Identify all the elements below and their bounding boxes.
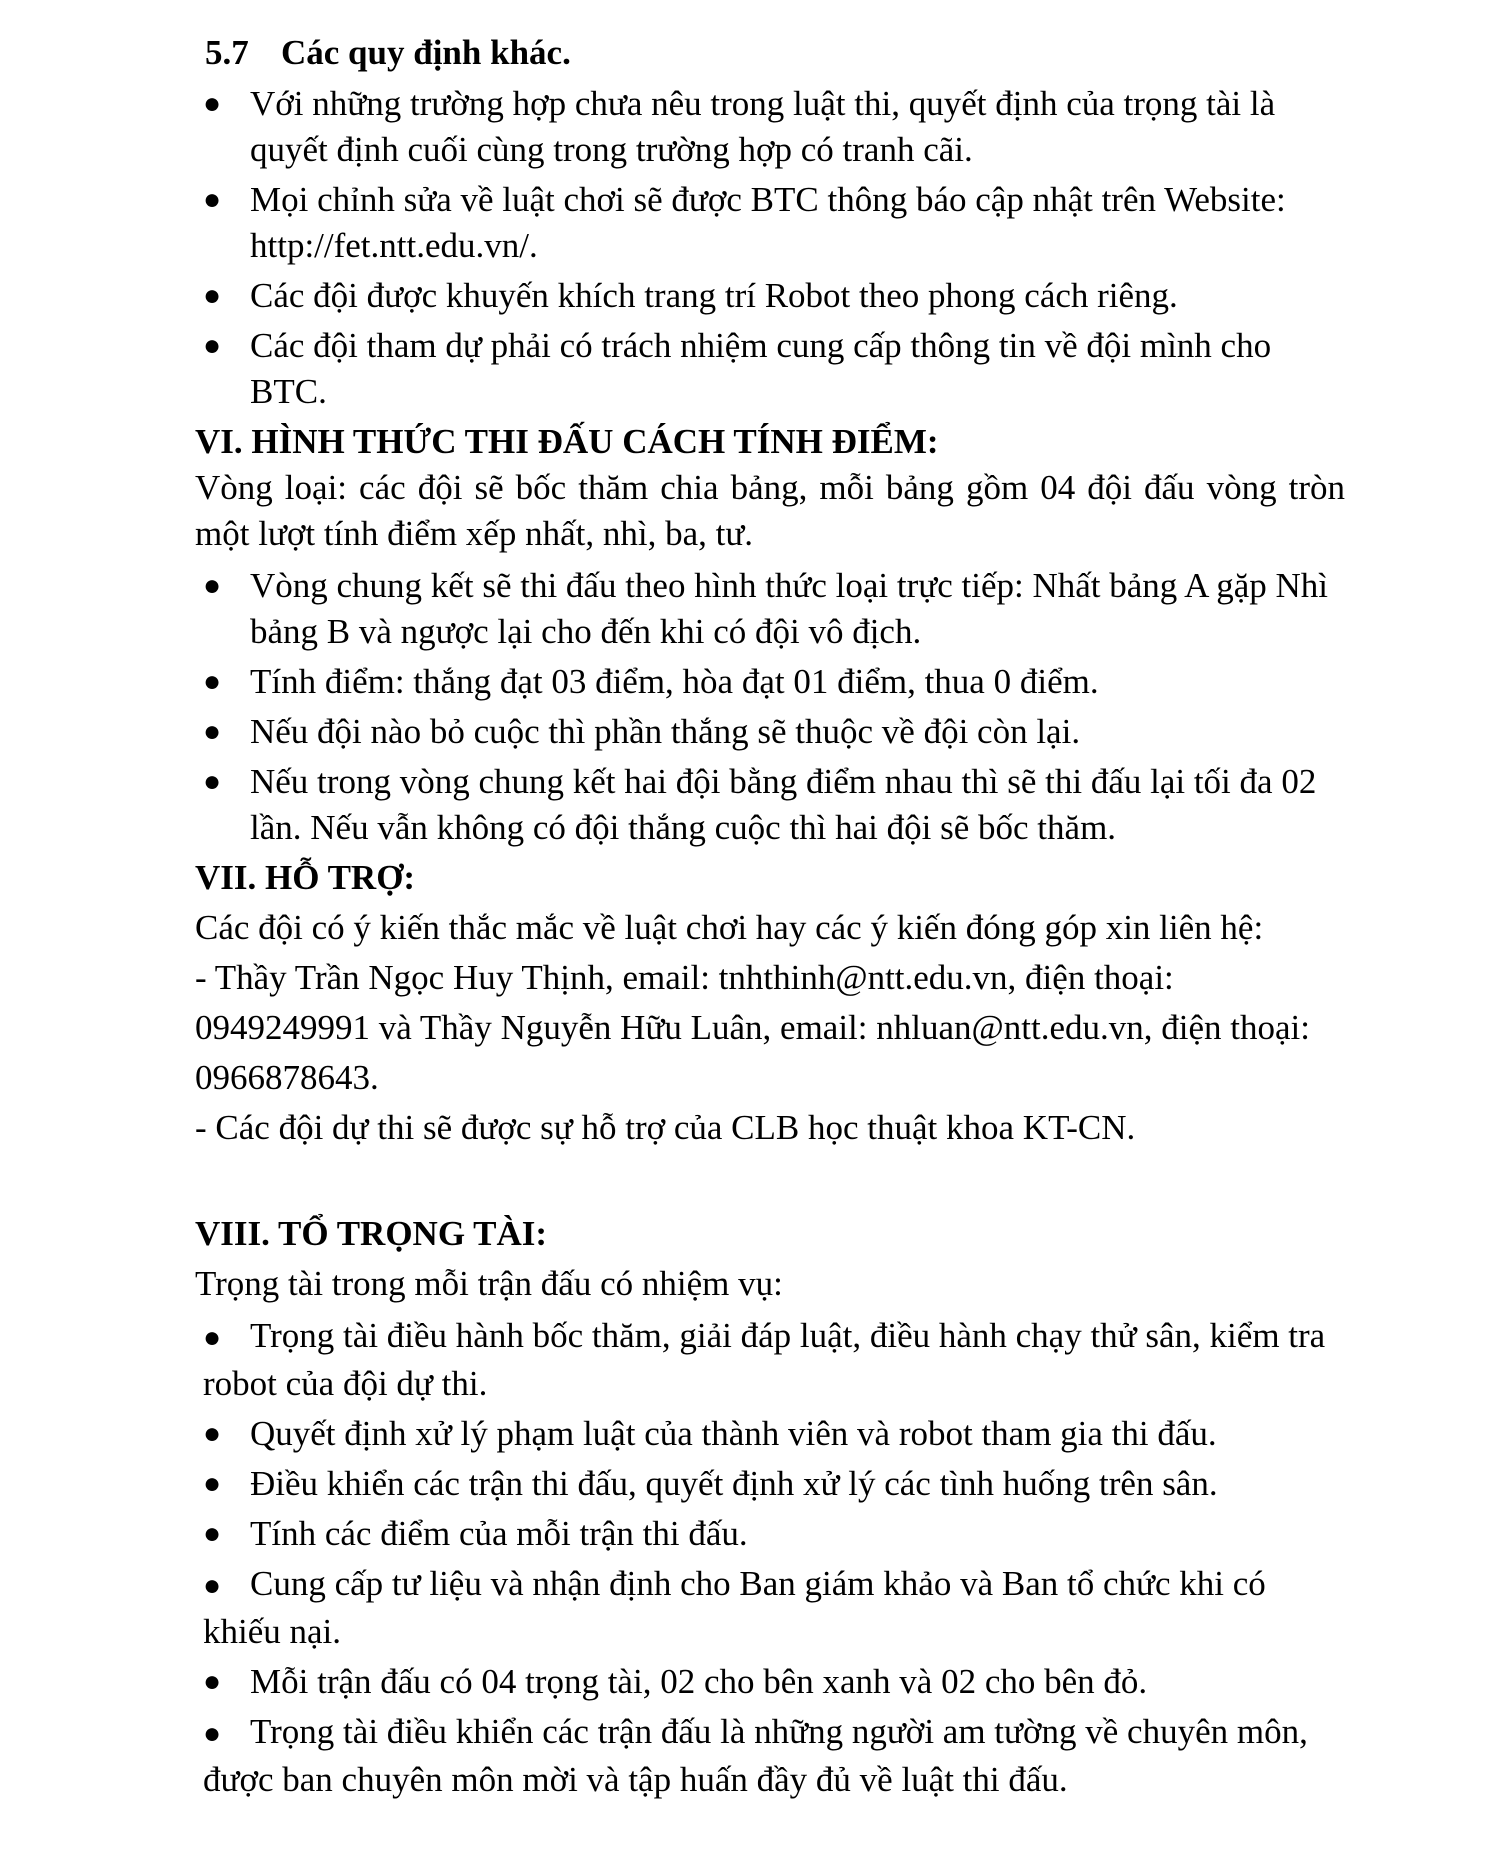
list-item-text: Nếu trong vòng chung kết hai đội bằng điểm nhau thì sẽ thi đấu lại tối đa 02 lần. Nếu vẫn không có đội thắng cuộc thì hai đội sẽ bốc thăm.	[250, 762, 1317, 847]
section-5-7-list	[195, 81, 1345, 415]
section-title: Các quy định khác.	[281, 33, 571, 72]
bullet-icon: ●	[203, 87, 222, 120]
list-item-text: Quyết định xử lý phạm luật của thành viên và robot tham gia thi đấu.	[250, 1414, 1217, 1453]
section-viii-list	[195, 1709, 1345, 1803]
list-item-text: Mỗi trận đấu có 04 trọng tài, 02 cho bên xanh và 02 cho bên đỏ.	[250, 1662, 1148, 1701]
list-item-text: Vòng chung kết sẽ thi đấu theo hình thức loại trực tiếp: Nhất bảng A gặp Nhì bảng B và ngược lại cho đến khi có đội vô địch.	[250, 566, 1329, 651]
section-vi-intro: Vòng loại: các đội sẽ bốc thăm chia bảng, mỗi bảng gồm 04 đội đấu vòng tròn một lượt tính điểm xếp nhất, nhì, ba, tư.	[195, 468, 1345, 553]
list-item-text: Cung cấp tư liệu và nhận định cho Ban giám khảo và Ban tổ chức khi có khiếu nại.	[203, 1564, 1266, 1651]
bullet-icon: ●	[203, 569, 222, 602]
contact-line: 0949249991 và Thầy Nguyễn Hữu Luân, email: nhluan@ntt.edu.vn, điện thoại:	[195, 1008, 1310, 1047]
list-item	[195, 1561, 1345, 1655]
bullet-icon: ●	[203, 665, 222, 698]
bullet-icon: ●	[203, 715, 222, 748]
section-viii-list	[195, 1561, 1345, 1655]
list-item	[195, 659, 1345, 705]
section-viii-list	[195, 1313, 1345, 1407]
contact-line: - Thầy Trần Ngọc Huy Thịnh, email: tnhthinh@ntt.edu.vn, điện thoại:	[195, 958, 1174, 997]
list-item	[195, 1313, 1345, 1407]
list-item-text: Điều khiển các trận thi đấu, quyết định xử lý các tình huống trên sân.	[250, 1464, 1218, 1503]
list-item	[195, 1411, 1345, 1457]
section-vi-heading: VI. HÌNH THỨC THI ĐẤU CÁCH TÍNH ĐIỂM:	[195, 422, 939, 461]
bullet-icon: ●	[203, 1569, 222, 1602]
bullet-icon: ●	[203, 1467, 222, 1500]
section-vi-list	[195, 563, 1345, 851]
list-item-text: Trọng tài điều khiển các trận đấu là những người am tường về chuyên môn, được ban chuyên môn mời và tập huấn đầy đủ về luật thi đấu.	[203, 1712, 1308, 1799]
section-number: 5.7	[205, 33, 249, 72]
bullet-icon: ●	[203, 1665, 222, 1698]
support-line: - Các đội dự thi sẽ được sự hỗ trợ của CLB học thuật khoa KT-CN.	[195, 1108, 1136, 1147]
section-vii-intro: Các đội có ý kiến thắc mắc về luật chơi hay các ý kiến đóng góp xin liên hệ:	[195, 908, 1264, 947]
bullet-icon: ●	[203, 1417, 222, 1450]
bullet-icon: ●	[203, 329, 222, 362]
contact-line: 0966878643.	[195, 1058, 379, 1097]
bullet-icon: ●	[203, 1321, 222, 1354]
list-item	[195, 323, 1345, 415]
list-item	[195, 177, 1345, 269]
list-item	[195, 1461, 1345, 1507]
list-item-text: Các đội tham dự phải có trách nhiệm cung cấp thông tin về đội mình cho BTC.	[250, 326, 1272, 411]
list-item	[195, 1709, 1345, 1803]
list-item	[195, 709, 1345, 755]
list-item	[195, 1511, 1345, 1557]
section-viii-list	[195, 1411, 1345, 1557]
section-viii-heading: VIII. TỔ TRỌNG TÀI:	[195, 1214, 548, 1253]
list-item	[195, 1659, 1345, 1705]
list-item-text: Mọi chỉnh sửa về luật chơi sẽ được BTC thông báo cập nhật trên Website: http://fet.ntt.edu.vn/.	[250, 180, 1286, 265]
list-item-text: Tính các điểm của mỗi trận thi đấu.	[250, 1514, 748, 1553]
bullet-icon: ●	[203, 183, 222, 216]
list-item	[195, 759, 1345, 851]
bullet-icon: ●	[203, 279, 222, 312]
document-page	[195, 30, 1345, 1807]
list-item	[195, 81, 1345, 173]
list-item-text: Nếu đội nào bỏ cuộc thì phần thắng sẽ thuộc về đội còn lại.	[250, 712, 1081, 751]
section-vii-heading: VII. HỖ TRỢ:	[195, 858, 416, 897]
section-viii-intro: Trọng tài trong mỗi trận đấu có nhiệm vụ:	[195, 1264, 783, 1303]
list-item	[195, 563, 1345, 655]
section-5-7-heading	[195, 30, 1345, 76]
section-viii-list	[195, 1659, 1345, 1705]
list-item	[195, 273, 1345, 319]
bullet-icon: ●	[203, 1517, 222, 1550]
list-item-text: Tính điểm: thắng đạt 03 điểm, hòa đạt 01 điểm, thua 0 điểm.	[250, 662, 1099, 701]
list-item-text: Trọng tài điều hành bốc thăm, giải đáp luật, điều hành chạy thử sân, kiểm tra robot của đội dự thi.	[203, 1316, 1326, 1403]
bullet-icon: ●	[203, 765, 222, 798]
bullet-icon: ●	[203, 1717, 222, 1750]
list-item-text: Các đội được khuyến khích trang trí Robot theo phong cách riêng.	[250, 276, 1178, 315]
list-item-text: Với những trường hợp chưa nêu trong luật thi, quyết định của trọng tài là quyết định cuối cùng trong trường hợp có tranh cãi.	[250, 84, 1276, 169]
